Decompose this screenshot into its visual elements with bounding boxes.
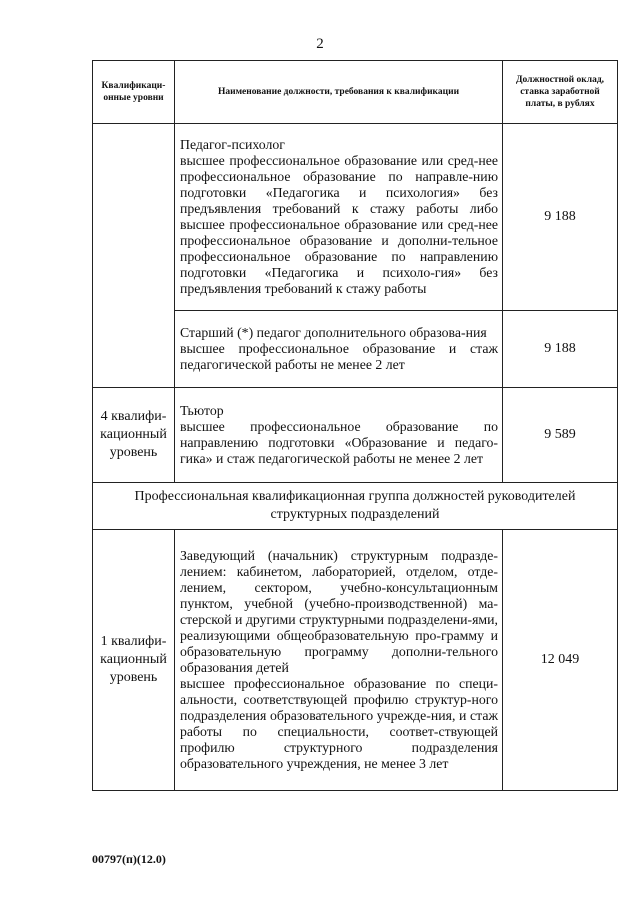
header-salary: Должностной оклад, ставка заработной платы, в рублях xyxy=(503,61,618,124)
table-row xyxy=(93,388,618,483)
salary-cell: 9 188 xyxy=(503,124,618,311)
position-cell xyxy=(175,530,503,791)
header-level: Квалификаци-онные уровни xyxy=(93,61,175,124)
salary-cell: 9 589 xyxy=(503,388,618,483)
position-title: Тьютор xyxy=(180,403,224,418)
position-cell xyxy=(175,311,503,388)
table-row xyxy=(93,124,618,311)
salary-cell: 9 188 xyxy=(503,311,618,388)
level-cell: 1 квалифи-кационный уровень xyxy=(93,530,175,791)
table-row xyxy=(93,530,618,791)
group-header-row xyxy=(93,483,618,530)
group-header: Профессиональная квалификационная группа должностей руководителей структурных подразделений xyxy=(93,483,618,530)
position-cell xyxy=(175,124,503,311)
position-title: Педагог-психолог xyxy=(180,137,285,152)
position-requirements: высшее профессиональное образование по специ-альности, соответствующей профилю структур-ного подразделения образовательного учрежде-ния, и стаж работы по специальности, соответ-ствующей профилю структурного подразделения образовательного учреждения, не менее 3 лет xyxy=(180,676,498,771)
position-cell xyxy=(175,388,503,483)
position-requirements: высшее профессиональное образование по направлению подготовки «Образование и педаго-гика» и стаж педагогической работы не менее 2 лет xyxy=(180,419,498,466)
level-cell: 4 квалифи-кационный уровень xyxy=(93,388,175,483)
qualification-table xyxy=(92,60,618,791)
salary-cell: 12 049 xyxy=(503,530,618,791)
position-title: Старший (*) педагог дополнительного образова-ния xyxy=(180,325,487,340)
level-cell xyxy=(93,124,175,388)
position-title: Заведующий (начальник) структурным подразде-лением: кабинетом, лабораторией, отделом, отде-лением, сектором, учебно-консультационным пунктом, учебной (учебно-производственной) ма-стерской и другими структурными подразделени-ями, реализующими общеобразовательную про-грамму и образовательную программу дополни-тельного образования детей xyxy=(180,548,498,675)
table-header-row xyxy=(93,61,618,124)
position-requirements: высшее профессиональное образование или сред-нее профессиональное образование по направле-нию подготовки «Педагогика и психология» без предъявления требований к стажу работы либо высшее профессиональное образование или сред-нее профессиональное образование и дополни-тельное профессиональное образование по направлению подготовки «Педагогика и психоло-гия» без предъявления требований к стажу работы xyxy=(180,153,498,296)
header-position: Наименование должности, требования к квалификации xyxy=(175,61,503,124)
page-number: 2 xyxy=(316,36,324,52)
position-requirements: высшее профессиональное образование и стаж педагогической работы не менее 2 лет xyxy=(180,341,498,372)
document-code: 00797(п)(12.0) xyxy=(92,852,166,866)
